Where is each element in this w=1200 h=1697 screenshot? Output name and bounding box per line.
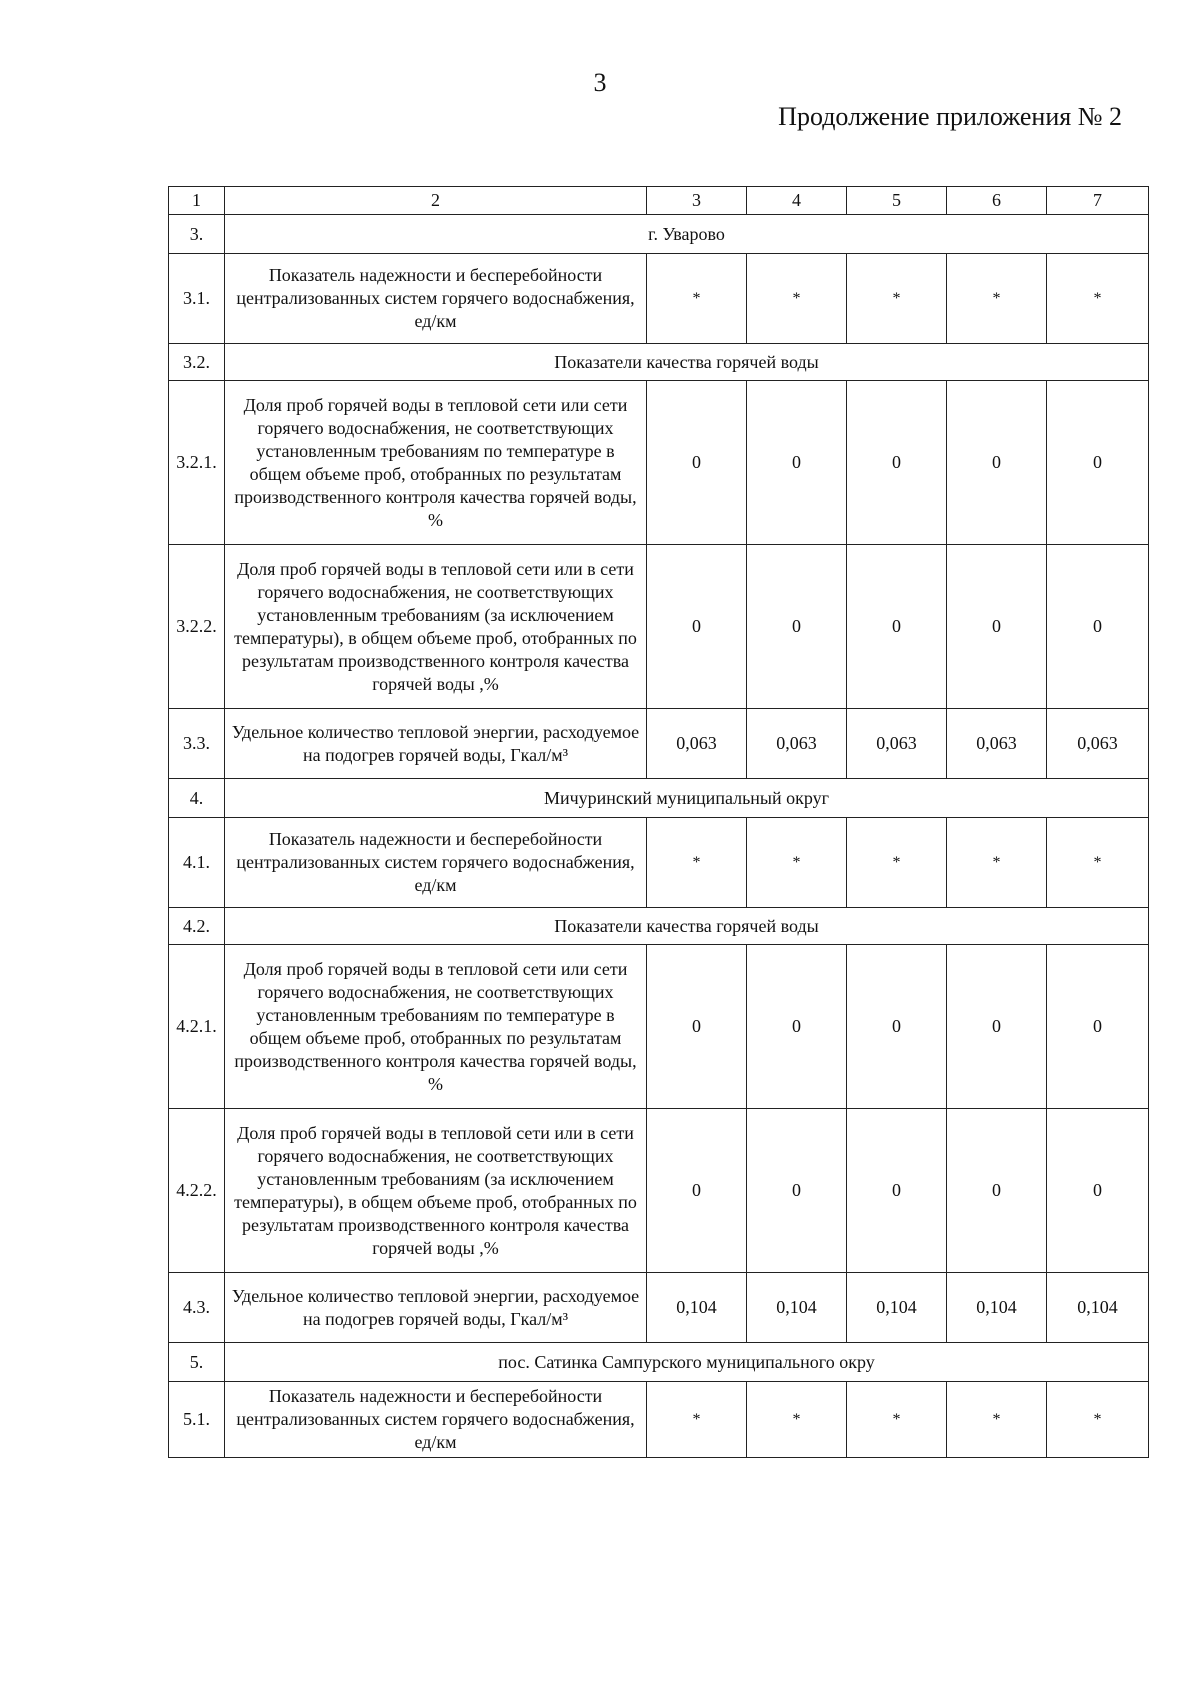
indicator-value: 0,104	[747, 1273, 847, 1343]
indicator-value: 0	[647, 381, 747, 545]
indicator-value: *	[847, 818, 947, 908]
indicator-value: 0,104	[847, 1273, 947, 1343]
indicator-value: 0	[847, 1109, 947, 1273]
indicator-value: *	[647, 1382, 747, 1458]
section-number: 5.	[169, 1343, 225, 1382]
indicator-label: Доля проб горячей воды в тепловой сети или в сети горячего водоснабжения, не соответствующих установленным требованиям (за исключением температуры), в общем объеме проб, отобранных по результатам производственного контроля качества горячей воды ,%	[225, 1109, 647, 1273]
subsection-title: Показатели качества горячей воды	[225, 908, 1149, 945]
indicator-value: 0	[847, 381, 947, 545]
column-header-row	[169, 187, 1149, 215]
indicator-value: 0	[647, 945, 747, 1109]
indicator-row	[169, 818, 1149, 908]
indicator-value: *	[947, 254, 1047, 344]
indicator-value: 0	[1047, 1109, 1149, 1273]
table-body	[169, 187, 1149, 1458]
column-header: 4	[747, 187, 847, 215]
indicator-value: 0	[947, 945, 1047, 1109]
indicator-value: 0,063	[647, 709, 747, 779]
row-number: 4.2.2.	[169, 1109, 225, 1273]
subsection-row	[169, 908, 1149, 945]
indicator-value: *	[947, 818, 1047, 908]
indicator-value: *	[1047, 254, 1149, 344]
indicator-value: 0	[747, 381, 847, 545]
indicator-value: 0	[947, 545, 1047, 709]
section-row	[169, 1343, 1149, 1382]
indicator-value: 0	[947, 1109, 1047, 1273]
indicator-value: 0	[1047, 545, 1149, 709]
column-header: 5	[847, 187, 947, 215]
indicator-value: *	[747, 254, 847, 344]
indicator-value: *	[747, 818, 847, 908]
indicator-value: 0,063	[847, 709, 947, 779]
indicator-value: *	[847, 254, 947, 344]
row-number: 3.2.	[169, 344, 225, 381]
indicators-table	[168, 186, 1149, 1458]
indicator-label: Удельное количество тепловой энергии, расходуемое на подогрев горячей воды, Гкал/м³	[225, 1273, 647, 1343]
row-number: 4.3.	[169, 1273, 225, 1343]
indicator-value: 0	[747, 945, 847, 1109]
indicator-value: 0,104	[1047, 1273, 1149, 1343]
indicator-value: *	[1047, 1382, 1149, 1458]
section-row	[169, 215, 1149, 254]
indicator-row	[169, 945, 1149, 1109]
indicator-label: Доля проб горячей воды в тепловой сети или сети горячего водоснабжения, не соответствующих установленным требованиям по температуре в общем объеме проб, отобранных по результатам производственного контроля качества горячей воды, %	[225, 945, 647, 1109]
indicator-value: *	[747, 1382, 847, 1458]
indicator-label: Показатель надежности и бесперебойности централизованных систем горячего водоснабжения, ед/км	[225, 1382, 647, 1458]
column-header: 7	[1047, 187, 1149, 215]
indicator-value: 0	[947, 381, 1047, 545]
indicator-row	[169, 1109, 1149, 1273]
indicator-value: 0	[847, 545, 947, 709]
indicator-value: *	[847, 1382, 947, 1458]
page-number: 3	[593, 68, 607, 97]
row-number: 5.1.	[169, 1382, 225, 1458]
row-number: 3.1.	[169, 254, 225, 344]
indicator-value: 0	[747, 1109, 847, 1273]
indicator-value: *	[947, 1382, 1047, 1458]
indicator-value: 0	[747, 545, 847, 709]
column-header: 3	[647, 187, 747, 215]
indicator-value: *	[1047, 818, 1149, 908]
column-header: 2	[225, 187, 647, 215]
column-header: 6	[947, 187, 1047, 215]
appendix-title: Продолжение приложения № 2	[778, 102, 1122, 131]
indicator-value: *	[647, 818, 747, 908]
indicator-label: Доля проб горячей воды в тепловой сети или в сети горячего водоснабжения, не соответствующих установленным требованиям (за исключением температуры), в общем объеме проб, отобранных по результатам производственного контроля качества горячей воды ,%	[225, 545, 647, 709]
section-title: г. Уварово	[225, 215, 1149, 254]
indicator-value: 0,104	[647, 1273, 747, 1343]
section-row	[169, 779, 1149, 818]
indicator-label: Показатель надежности и бесперебойности централизованных систем горячего водоснабжения, ед/км	[225, 254, 647, 344]
row-number: 3.2.2.	[169, 545, 225, 709]
indicator-value: *	[647, 254, 747, 344]
section-title: пос. Сатинка Сампурского муниципального окру	[225, 1343, 1149, 1382]
indicator-value: 0	[1047, 381, 1149, 545]
indicator-value: 0	[647, 545, 747, 709]
indicator-row	[169, 709, 1149, 779]
indicator-row	[169, 254, 1149, 344]
section-number: 4.	[169, 779, 225, 818]
section-number: 3.	[169, 215, 225, 254]
indicator-label: Удельное количество тепловой энергии, расходуемое на подогрев горячей воды, Гкал/м³	[225, 709, 647, 779]
indicator-value: 0	[847, 945, 947, 1109]
indicator-value: 0,063	[947, 709, 1047, 779]
indicator-row	[169, 1382, 1149, 1458]
indicator-row	[169, 381, 1149, 545]
indicator-value: 0,063	[1047, 709, 1149, 779]
indicator-value: 0,063	[747, 709, 847, 779]
row-number: 4.2.	[169, 908, 225, 945]
subsection-title: Показатели качества горячей воды	[225, 344, 1149, 381]
row-number: 4.1.	[169, 818, 225, 908]
section-title: Мичуринский муниципальный округ	[225, 779, 1149, 818]
row-number: 3.3.	[169, 709, 225, 779]
indicator-value: 0	[1047, 945, 1149, 1109]
column-header: 1	[169, 187, 225, 215]
indicator-value: 0,104	[947, 1273, 1047, 1343]
indicator-label: Показатель надежности и бесперебойности централизованных систем горячего водоснабжения, ед/км	[225, 818, 647, 908]
row-number: 3.2.1.	[169, 381, 225, 545]
indicator-label: Доля проб горячей воды в тепловой сети или сети горячего водоснабжения, не соответствующих установленным требованиям по температуре в общем объеме проб, отобранных по результатам производственного контроля качества горячей воды, %	[225, 381, 647, 545]
subsection-row	[169, 344, 1149, 381]
row-number: 4.2.1.	[169, 945, 225, 1109]
indicator-value: 0	[647, 1109, 747, 1273]
indicator-row	[169, 545, 1149, 709]
indicator-row	[169, 1273, 1149, 1343]
